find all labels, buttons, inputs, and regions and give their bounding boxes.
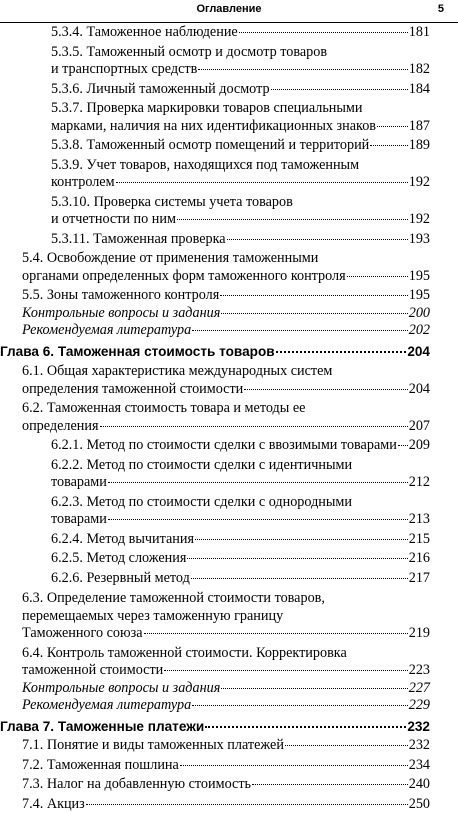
toc-page-number: 204 — [407, 343, 430, 361]
toc-page-number: 204 — [409, 381, 430, 399]
toc-page-number: 240 — [409, 776, 430, 794]
toc-entry-text: 7.1. Понятие и виды таможенных платежей — [22, 737, 284, 755]
toc-entry-literature-6[interactable] — [0, 697, 458, 715]
dot-leader — [285, 745, 408, 746]
toc-entry-text: и отчетности по ним — [51, 211, 176, 229]
dot-leader — [192, 705, 408, 706]
toc-entry-text: 5.3.4. Таможенное наблюдение — [51, 24, 238, 42]
toc-entry-6-2-2[interactable] — [0, 457, 458, 492]
toc-page-number: 195 — [409, 287, 430, 305]
toc-entry-text: товарами — [51, 511, 107, 529]
toc-page-number: 219 — [409, 625, 430, 643]
toc-entry-text: 5.3.8. Таможенный осмотр помещений и территорий — [51, 137, 369, 155]
toc-entry-text: 5.4. Освобождение от применения таможенными — [22, 250, 430, 268]
dot-leader — [180, 765, 408, 766]
toc-page-number: 192 — [409, 211, 430, 229]
toc-entry-7-4[interactable] — [0, 796, 458, 813]
toc-page-number: 232 — [407, 718, 430, 736]
toc-page-number: 207 — [409, 418, 430, 436]
toc-page-number: 227 — [409, 680, 430, 698]
dot-leader — [86, 804, 408, 805]
toc-entry-text: Рекомендуемая литература — [22, 322, 191, 340]
dot-leader — [144, 633, 408, 634]
dot-leader — [377, 126, 408, 127]
toc-entry-text: марками, наличия на них идентификационных знаков — [51, 118, 376, 136]
dot-leader — [205, 726, 406, 728]
toc-page-number: 195 — [409, 268, 430, 286]
toc-entry-text: 6.3. Определение таможенной стоимости товаров, — [22, 590, 430, 608]
toc-entry-text: 5.5. Зоны таможенного контроля — [22, 287, 219, 305]
page-number: 5 — [438, 3, 444, 15]
toc-entry-text: Контрольные вопросы и задания — [22, 680, 220, 698]
dot-leader — [192, 330, 408, 331]
toc-entry-5-3-10[interactable] — [0, 194, 458, 229]
toc-page-number: 213 — [409, 511, 430, 529]
toc-page-number: 209 — [409, 437, 430, 455]
table-of-contents — [0, 24, 458, 813]
dot-leader — [195, 539, 408, 540]
toc-entry-5-3-11[interactable] — [0, 231, 458, 249]
toc-entry-5-4[interactable] — [0, 250, 458, 285]
toc-entry-5-3-5[interactable] — [0, 44, 458, 79]
toc-entry-text: 6.1. Общая характеристика международных систем — [22, 363, 430, 381]
toc-entry-text: 5.3.10. Проверка системы учета товаров — [51, 194, 430, 212]
toc-page-number: 229 — [409, 697, 430, 715]
dot-leader — [252, 784, 408, 785]
toc-entry-6-3[interactable] — [0, 590, 458, 643]
toc-entry-5-3-9[interactable] — [0, 157, 458, 192]
toc-entry-text: 6.2.3. Метод по стоимости сделки с однородными — [51, 494, 430, 512]
toc-entry-5-3-7[interactable] — [0, 100, 458, 135]
dot-leader — [108, 519, 408, 520]
dot-leader — [244, 389, 407, 390]
dot-leader — [177, 219, 408, 220]
toc-entry-text: 6.2.5. Метод сложения — [51, 550, 186, 568]
toc-entry-text: 5.3.11. Таможенная проверка — [51, 231, 226, 249]
toc-entry-text: 5.3.9. Учет товаров, находящихся под таможенным — [51, 157, 430, 175]
toc-entry-text: 6.4. Контроль таможенной стоимости. Корректировка — [22, 645, 430, 663]
toc-page-number: 181 — [409, 24, 430, 42]
toc-page-number: 232 — [409, 737, 430, 755]
dot-leader — [221, 688, 407, 689]
dot-leader — [198, 69, 407, 70]
toc-entry-5-3-4[interactable] — [0, 24, 458, 42]
toc-entry-5-3-6[interactable] — [0, 81, 458, 99]
toc-entry-text: 7.4. Акциз — [22, 796, 85, 813]
toc-page-number: 187 — [409, 118, 430, 136]
toc-page-number: 223 — [409, 662, 430, 680]
toc-entry-text: 5.3.5. Таможенный осмотр и досмотр товаров — [51, 44, 430, 62]
toc-page-number: 184 — [409, 81, 430, 99]
toc-entry-7-1[interactable] — [0, 737, 458, 755]
dot-leader — [271, 89, 408, 90]
toc-entry-6-2-1[interactable] — [0, 437, 458, 455]
toc-page-number: 250 — [409, 796, 430, 813]
toc-entry-text: 5.3.7. Проверка маркировки товаров специальными — [51, 100, 430, 118]
toc-page-number: 217 — [409, 570, 430, 588]
dot-leader — [347, 276, 408, 277]
toc-entry-text: контролем — [51, 174, 115, 192]
page-title: Оглавление — [0, 3, 458, 15]
toc-entry-5-5[interactable] — [0, 287, 458, 305]
toc-page-number: 193 — [409, 231, 430, 249]
toc-entry-chapter-7[interactable] — [0, 718, 458, 736]
toc-entry-questions-5[interactable] — [0, 305, 458, 323]
dot-leader — [191, 578, 408, 579]
toc-entry-6-2[interactable] — [0, 400, 458, 435]
dot-leader — [221, 313, 407, 314]
toc-entry-6-4[interactable] — [0, 645, 458, 680]
dot-leader — [164, 670, 407, 671]
toc-page-number: 189 — [409, 137, 430, 155]
dot-leader — [187, 558, 407, 559]
toc-entry-6-2-6[interactable] — [0, 570, 458, 588]
dot-leader — [398, 445, 408, 446]
toc-entry-text: Таможенного союза — [22, 625, 143, 643]
page-header — [0, 0, 458, 23]
toc-entry-text: таможенной стоимости — [22, 662, 163, 680]
toc-entry-text: определения таможенной стоимости — [22, 381, 243, 399]
toc-entry-text: 6.2.2. Метод по стоимости сделки с идентичными — [51, 457, 430, 475]
dot-leader — [100, 426, 408, 427]
toc-entry-text: Глава 6. Таможенная стоимость товаров — [0, 343, 275, 361]
toc-entry-text: товарами — [51, 474, 107, 492]
toc-entry-text: 6.2. Таможенная стоимость товара и методы ее — [22, 400, 430, 418]
dot-leader — [370, 145, 407, 146]
toc-page-number: 192 — [409, 174, 430, 192]
toc-entry-6-2-5[interactable] — [0, 550, 458, 568]
toc-entry-text: Глава 7. Таможенные платежи — [0, 718, 204, 736]
toc-entry-literature-5[interactable] — [0, 322, 458, 340]
toc-entry-text: и транспортных средств — [51, 61, 197, 79]
toc-entry-chapter-6[interactable] — [0, 343, 458, 361]
toc-entry-text: перемещаемых через таможенную границу — [22, 608, 430, 626]
toc-entry-text: 7.2. Таможенная пошлина — [22, 757, 179, 775]
toc-entry-text: органами определенных форм таможенного контроля — [22, 268, 346, 286]
dot-leader — [239, 32, 408, 33]
toc-entry-7-3[interactable] — [0, 776, 458, 794]
toc-entry-text: 6.2.6. Резервный метод — [51, 570, 190, 588]
toc-entry-text: Контрольные вопросы и задания — [22, 305, 220, 323]
dot-leader — [276, 351, 407, 353]
dot-leader — [227, 239, 408, 240]
dot-leader — [220, 295, 407, 296]
toc-entry-text: 5.3.6. Личный таможенный досмотр — [51, 81, 270, 99]
dot-leader — [108, 482, 408, 483]
toc-entry-text: определения — [22, 418, 99, 436]
toc-page-number: 212 — [409, 474, 430, 492]
toc-page-number: 202 — [409, 322, 430, 340]
toc-page-number: 216 — [409, 550, 430, 568]
toc-entry-5-3-8[interactable] — [0, 137, 458, 155]
toc-page-number: 200 — [409, 305, 430, 323]
toc-entry-questions-6[interactable] — [0, 680, 458, 698]
toc-page-number: 215 — [409, 531, 430, 549]
toc-entry-6-1[interactable] — [0, 363, 458, 398]
toc-entry-text: Рекомендуемая литература — [22, 697, 191, 715]
toc-entry-text: 6.2.4. Метод вычитания — [51, 531, 194, 549]
toc-entry-6-2-4[interactable] — [0, 531, 458, 549]
toc-page-number: 182 — [409, 61, 430, 79]
toc-entry-6-2-3[interactable] — [0, 494, 458, 529]
toc-entry-7-2[interactable] — [0, 757, 458, 775]
dot-leader — [116, 182, 408, 183]
toc-page-number: 234 — [409, 757, 430, 775]
toc-entry-text: 7.3. Налог на добавленную стоимость — [22, 776, 251, 794]
toc-entry-text: 6.2.1. Метод по стоимости сделки с ввозимыми товарами — [51, 437, 397, 455]
